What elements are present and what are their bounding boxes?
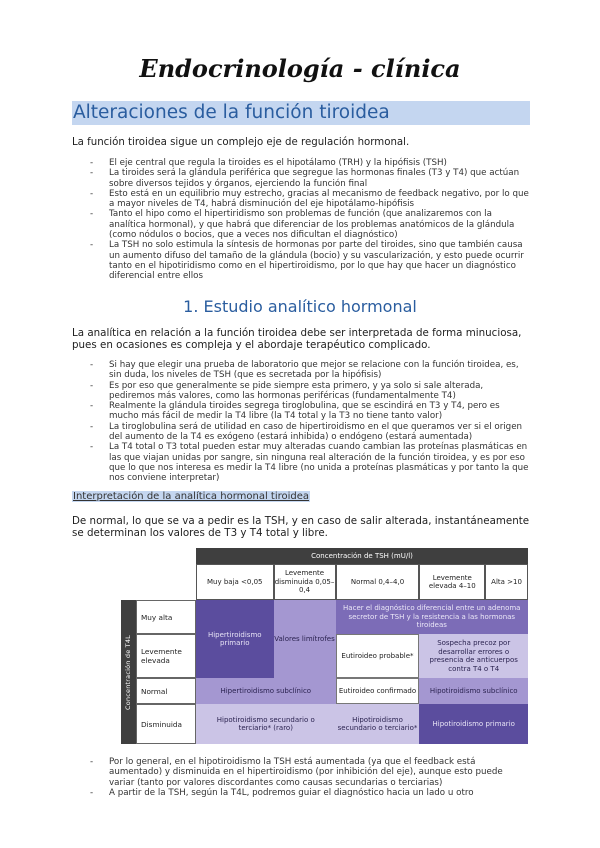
thyroid-axis-list bbox=[72, 158, 530, 282]
list-item: - La tiroides será la glándula periférica que segregue las hormonas finales (T3 y T4) que actúan sobre diversos tejidos y órganos, ejerciendo la función final bbox=[72, 168, 530, 189]
cell-hipertiroidismo-subclinico: Hipertiroidismo subclínico bbox=[196, 678, 336, 704]
cell-adenoma-resistencia: Hacer el diagnóstico diferencial entre un adenoma secretor de TSH y la resistencia a las hormonas tiroideas bbox=[336, 600, 528, 634]
list-item: - A partir de la TSH, según la T4L, podremos guiar el diagnóstico hacia un lado u otro bbox=[72, 788, 530, 798]
list-item: - Realmente la glándula tiroides segrega tiroglobulina, que se escindirá en T3 y T4, pero es mucho más fácil de medir la T4 libre (la T4 total y la T3 no tiene tanto valor) bbox=[72, 401, 530, 422]
row-levemente-elevada: Levemente elevada bbox=[136, 634, 196, 678]
col-levemente-elevada: Levemente elevada 4–10 bbox=[419, 564, 485, 600]
page-title: Endocrinología - clínica bbox=[139, 54, 461, 83]
cell-hipotiroidismo-secundario-raro: Hipotiroidismo secundario o terciario* (raro) bbox=[196, 704, 336, 744]
row-muy-alta: Muy alta bbox=[136, 600, 196, 634]
col-normal: Normal 0,4–4,0 bbox=[336, 564, 420, 600]
subheading-interpretacion: Interpretación de la analítica hormonal tiroidea bbox=[73, 491, 310, 502]
cell-eutiroideo-confirmado: Eutiroideo confirmado bbox=[336, 678, 420, 704]
col-header: Concentración de TSH (mU/l) bbox=[196, 548, 528, 564]
tsh-paragraph: De normal, lo que se va a pedir es la TSH, y en caso de salir alterada, instantáneamente se determinan los valores de T3 y T4 total y libre. bbox=[72, 515, 530, 540]
list-item: - Tanto el hipo como el hipertiridismo son problemas de función (que analizaremos con la analítica hormonal), y que habrá que diferenciar de los problemas anatómicos de la glándula (como nódulos o bocios, que a veces nos dificultan el diagnóstico) bbox=[72, 209, 530, 240]
analitica-list bbox=[72, 360, 530, 484]
list-item: - La tiroglobulina será de utilidad en caso de hipertiroidismo en el que queramos ver si el origen del aumento de la T4 es exógeno (estará inhibida) o endógeno (estará aumentada) bbox=[72, 422, 530, 443]
analitica-paragraph: La analítica en relación a la función tiroidea debe ser interpretada de forma minuciosa, pues en ocasiones es compleja y el abordaje terapéutico complicado. bbox=[72, 327, 522, 352]
col-alta: Alta >10 bbox=[485, 564, 528, 600]
row-header bbox=[121, 600, 136, 744]
cell-valores-limitrofes: Valores limítrofes bbox=[274, 600, 336, 678]
col-muy-baja: Muy baja <0,05 bbox=[196, 564, 274, 600]
list-item: - Esto está en un equilibrio muy estrecho, gracias al mecanismo de feedback negativo, por lo que a mayor niveles de T4, habrá disminución del eje hipotálamo-hipófisis bbox=[72, 189, 530, 210]
interpretacion-list bbox=[72, 757, 530, 798]
list-item: - Por lo general, en el hipotiroidismo la TSH está aumentada (ya que el feedback está aumentado) y disminuida en el hipertiroidismo (por inhibición del eje), aunque esto puede variar (tanto por valores discordantes como causas secundarias o terciarias) bbox=[72, 757, 530, 788]
row-normal: Normal bbox=[136, 678, 196, 704]
cell-hipotiroidismo-primario: Hipotiroidismo primario bbox=[419, 704, 528, 744]
col-levemente-disminuida: Levemente disminuida 0,05–0,4 bbox=[274, 564, 336, 600]
row-header-label: Concentración de T4L bbox=[124, 634, 133, 710]
list-item: - La TSH no solo estimula la síntesis de hormonas por parte del tiroides, sino que también causa un aumento difuso del tamaño de la glándula (bocio) y su vascularización, y esto puede ocurrir tanto en el hipotiridismo como en el hipertiroidismo, por lo que hay que hacer un diagnóstico diferencial entre ellos bbox=[72, 240, 530, 281]
cell-hipertiroidismo-primario: Hipertiroidismo primario bbox=[196, 600, 274, 678]
intro-text: La función tiroidea sigue un complejo eje de regulación hormonal. bbox=[72, 137, 410, 148]
heading-estudio-analitico: 1. Estudio analítico hormonal bbox=[183, 297, 417, 316]
row-disminuida: Disminuida bbox=[136, 704, 196, 744]
list-item: - Es por eso que generalmente se pide siempre esta primero, y ya solo si sale alterada, pediremos más valores, como las hormonas periféricas (fundamentalmente T4) bbox=[72, 381, 530, 402]
cell-eutiroideo-probable: Eutiroideo probable* bbox=[336, 634, 420, 678]
list-item: - El eje central que regula la tiroides es el hipotálamo (TRH) y la hipófisis (TSH) bbox=[72, 158, 530, 168]
list-item: - Si hay que elegir una prueba de laboratorio que mejor se relacione con la función tiroidea, es, sin duda, los niveles de TSH (que es secretada por la hipófisis) bbox=[72, 360, 530, 381]
cell-hipotiroidismo-secundario: Hipotiroidismo secundario o terciario* bbox=[336, 704, 420, 744]
section-title: Alteraciones de la función tiroidea bbox=[72, 101, 530, 125]
cell-hipotiroidismo-subclinico: Hipotiroidismo subclínico bbox=[419, 678, 528, 704]
list-item: - La T4 total o T3 total pueden estar muy alteradas cuando cambian las proteínas plasmáticas en las que viajan unidas por sangre, sin ninguna real alteración de la función tiroidea, y es por eso que lo que nos interesa es medir la T4 libre (no unida a proteínas plasmáticas y por tanto la que nos conviene interpretar) bbox=[72, 442, 530, 483]
cell-sospecha: Sospecha precoz por desarrollar errores o presencia de anticuerpos contra T4 o T4 bbox=[419, 634, 528, 678]
